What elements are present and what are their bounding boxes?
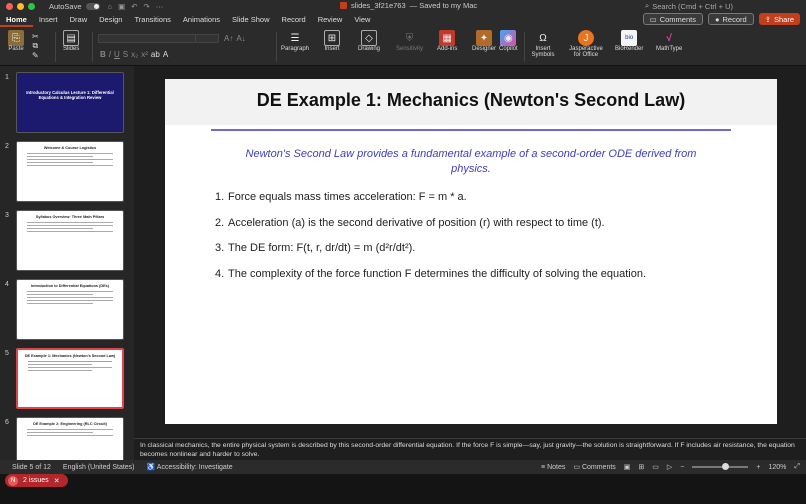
notes-icon: ≡ bbox=[541, 463, 546, 471]
autosave-toggle[interactable] bbox=[86, 3, 100, 10]
designer-button[interactable]: ✦ Designer bbox=[472, 30, 496, 52]
mathtype-icon: √ bbox=[666, 32, 672, 44]
font-size-tools bbox=[224, 34, 246, 43]
normal-view-icon[interactable]: ▣ bbox=[623, 464, 631, 471]
tab-slide-show[interactable]: Slide Show bbox=[232, 15, 270, 24]
slide-canvas[interactable] bbox=[165, 79, 777, 424]
title-divider bbox=[211, 129, 731, 131]
zoom-slider[interactable] bbox=[692, 466, 748, 468]
insert-icon: ⊞ bbox=[324, 30, 340, 46]
status-bar bbox=[0, 460, 806, 474]
title-bar bbox=[0, 0, 806, 12]
copy-icon[interactable]: ⧉ bbox=[32, 41, 39, 50]
ribbon bbox=[0, 27, 806, 66]
search-icon: ⌕ bbox=[645, 1, 650, 10]
symbols-icon: Ω bbox=[539, 32, 547, 44]
tab-insert[interactable]: Insert bbox=[38, 15, 58, 24]
clipboard-icon: ⎘ bbox=[8, 30, 24, 46]
tab-design[interactable]: Design bbox=[99, 15, 123, 24]
decrease-font-icon[interactable]: A↓ bbox=[236, 34, 246, 43]
slide-subtitle[interactable]: Newton's Second Law provides a fundamental example of a second-order ODE derived from physics. bbox=[245, 148, 697, 175]
thumbnail-image[interactable]: Introduction to Differential Equations (DEs) bbox=[16, 279, 124, 340]
slide-title[interactable]: DE Example 1: Mechanics (Newton's Second Law) bbox=[256, 90, 686, 110]
underline-icon[interactable]: U bbox=[114, 50, 120, 59]
comment-icon: ▭ bbox=[573, 464, 580, 471]
drawing-icon: ◇ bbox=[361, 30, 377, 46]
close-icon[interactable]: ✕ bbox=[53, 477, 60, 485]
bullet-list[interactable] bbox=[215, 191, 755, 294]
zoom-in-icon[interactable]: + bbox=[756, 463, 761, 471]
insert-symbols-button[interactable]: Ω Insert Symbols bbox=[530, 30, 556, 58]
redo-icon[interactable]: ↷ bbox=[143, 1, 150, 11]
strikethrough-icon[interactable]: S bbox=[122, 50, 129, 59]
fit-to-window-icon[interactable]: ⤢ bbox=[794, 463, 800, 470]
slide-editor bbox=[134, 66, 806, 438]
share-icon: ⇪ bbox=[764, 14, 771, 24]
document-title[interactable] bbox=[340, 1, 477, 10]
issues-label: 2 issues bbox=[23, 477, 49, 484]
sensitivity-icon: ⛨ bbox=[405, 32, 414, 44]
home-icon[interactable]: ⌂ bbox=[107, 1, 113, 11]
mathtype-button[interactable]: √ MathType bbox=[656, 30, 682, 52]
comments-status-button[interactable]: ▭ Comments bbox=[573, 464, 616, 471]
accessibility-checker[interactable]: ♿ Accessibility: Investigate bbox=[146, 464, 233, 471]
tab-review[interactable]: Review bbox=[317, 15, 343, 24]
copilot-button[interactable]: ◉ Copilot bbox=[499, 30, 518, 52]
paste-button[interactable]: ⎘ Paste bbox=[8, 30, 24, 52]
sensitivity-button[interactable]: ⛨ Sensitivity bbox=[396, 30, 423, 52]
list-item: 2. Acceleration (a) is the second derivative of position (r) with respect to time (t). bbox=[215, 216, 605, 229]
jasperactive-button[interactable]: J Jasperactive for Office bbox=[566, 30, 606, 58]
search-box[interactable] bbox=[645, 1, 800, 11]
close-window-button[interactable] bbox=[6, 3, 13, 10]
autosave[interactable] bbox=[49, 2, 100, 11]
copilot-icon: ◉ bbox=[500, 30, 516, 46]
biorender-icon: bio bbox=[621, 30, 637, 46]
tab-home[interactable]: Home bbox=[0, 12, 33, 27]
avatar: N bbox=[8, 476, 18, 486]
superscript-icon[interactable]: x² bbox=[141, 50, 148, 59]
italic-icon[interactable]: I bbox=[108, 50, 112, 59]
format-painter-icon[interactable]: ✎ bbox=[32, 51, 39, 60]
powerpoint-icon bbox=[340, 2, 347, 9]
addins-icon: ▦ bbox=[439, 30, 455, 46]
bottom-strip bbox=[0, 474, 806, 504]
insert-button[interactable]: ⊞ Insert bbox=[324, 30, 340, 52]
clipboard-tools bbox=[32, 32, 39, 60]
language-indicator[interactable]: English (United States) bbox=[62, 463, 135, 471]
designer-icon: ✦ bbox=[476, 30, 492, 46]
thumbnail-image[interactable]: Welcome & Course Logistics bbox=[16, 141, 124, 202]
jasperactive-icon: J bbox=[578, 30, 594, 46]
tab-draw[interactable]: Draw bbox=[69, 15, 88, 24]
comment-icon: ▭ bbox=[649, 14, 657, 24]
thumbnail-image[interactable]: Introductory Calculus Lecture 1: Differential Equations & Integration Review bbox=[16, 72, 124, 133]
record-icon: ● bbox=[714, 14, 720, 24]
tab-record[interactable]: Record bbox=[281, 15, 306, 24]
comments-button[interactable]: ▭ Comments bbox=[643, 13, 703, 25]
thumbnail-image[interactable]: Syllabus Overview: Three Main Pillars bbox=[16, 210, 124, 271]
ribbon-tabs bbox=[0, 12, 806, 27]
paragraph-icon: ☰ bbox=[290, 32, 300, 44]
thumbnail-image[interactable]: DE Example 2: Engineering (RLC Circuit) bbox=[16, 417, 124, 460]
speaker-notes[interactable]: In classical mechanics, the entire physical system is described by this second-order differential equation. If the force F is simple—say, just gravity—the solution is straightforward. If F includes air resistance, the equation becomes nonlinear and harder to solve. bbox=[134, 438, 806, 460]
autosave-label: AutoSave bbox=[49, 1, 82, 11]
doc-title-text: slides_3f21e763 bbox=[351, 1, 406, 10]
accessibility-icon: ♿ bbox=[146, 464, 156, 471]
list-item: 3. The DE form: F(t, r, dr/dt) = m (d²r/dt²). bbox=[215, 242, 416, 255]
drawing-button[interactable]: ◇ Drawing bbox=[358, 30, 380, 52]
slide-position: Slide 5 of 12 bbox=[12, 463, 51, 471]
slide-sorter-icon[interactable]: ⊞ bbox=[638, 464, 645, 471]
list-item: 4. The complexity of the force function F determines the difficulty of solving the equation. bbox=[215, 268, 647, 281]
tab-transitions[interactable]: Transitions bbox=[134, 15, 171, 24]
addins-button[interactable]: ▦ Add-ins bbox=[437, 30, 457, 52]
undo-icon[interactable]: ↶ bbox=[131, 1, 138, 11]
share-button[interactable]: ⇪ Share bbox=[759, 13, 800, 25]
thumbnail-image-selected[interactable]: DE Example 1: Mechanics (Newton's Second Law) bbox=[16, 348, 124, 409]
slides-button[interactable]: ▤ Slides bbox=[63, 30, 79, 52]
bold-icon[interactable]: B bbox=[100, 50, 106, 59]
reading-view-icon[interactable]: ▭ bbox=[652, 464, 659, 471]
font-style-tools bbox=[100, 50, 168, 59]
subscript-icon[interactable]: x₂ bbox=[131, 50, 139, 59]
slides-icon: ▤ bbox=[63, 30, 79, 46]
zoom-window-button[interactable] bbox=[28, 3, 35, 10]
zoom-level[interactable]: 120% bbox=[768, 463, 787, 471]
saved-status: — Saved to my Mac bbox=[409, 1, 478, 10]
save-icon[interactable]: ▣ bbox=[118, 1, 126, 11]
issues-badge[interactable] bbox=[5, 474, 68, 487]
list-item: 1. Force equals mass times acceleration: F = m * a. bbox=[215, 191, 467, 203]
notes-button[interactable]: ≡ Notes bbox=[541, 463, 566, 471]
slide-thumbnail-panel: 1 Introductory Calculus Lecture 1: Differential Equations & Integration Review 2 Welcome & Course Logistics 3 Syllabus Overview: Three Main Pillars 4 Introduction to Differential Equations (DEs) 5 DE Example 1: Mechanics (Newton's Second Law) 6 DE Example 2: Engineering (RLC Circuit) bbox=[0, 66, 134, 460]
tab-view[interactable]: View bbox=[354, 15, 371, 24]
minimize-window-button[interactable] bbox=[17, 3, 24, 10]
record-button[interactable]: ● Record bbox=[708, 13, 754, 25]
cut-icon[interactable]: ✂ bbox=[32, 32, 39, 41]
highlight-icon[interactable]: ab bbox=[150, 50, 160, 59]
tab-animations[interactable]: Animations bbox=[182, 15, 220, 24]
font-color-icon[interactable]: A bbox=[162, 50, 169, 59]
paragraph-button[interactable]: ☰ Paragraph bbox=[281, 30, 309, 52]
font-size-select[interactable] bbox=[195, 34, 219, 43]
window-controls bbox=[6, 3, 35, 10]
biorender-button[interactable]: bio BioRender bbox=[615, 30, 643, 52]
slideshow-icon[interactable]: ▷ bbox=[666, 464, 673, 471]
zoom-out-icon[interactable]: − bbox=[680, 463, 685, 471]
increase-font-icon[interactable]: A↑ bbox=[224, 34, 234, 43]
search-placeholder: Search (Cmd + Ctrl + U) bbox=[652, 1, 734, 11]
more-icon[interactable]: ⋯ bbox=[155, 1, 164, 11]
